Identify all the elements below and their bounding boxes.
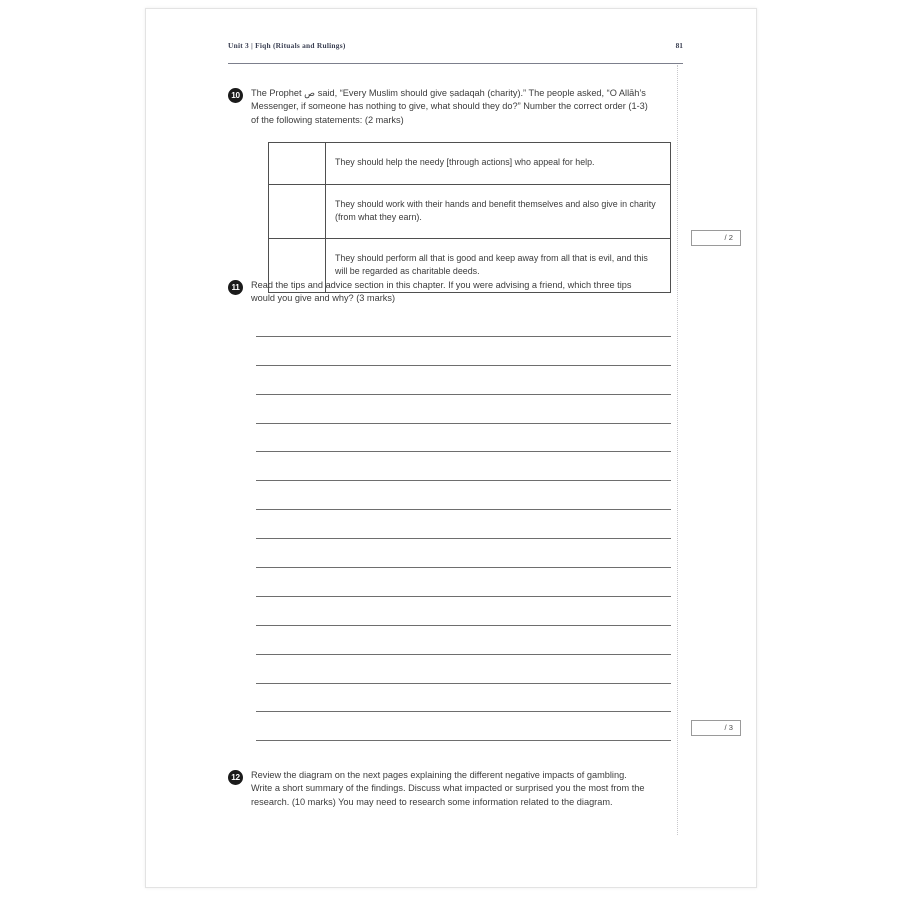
table-row [269,185,671,239]
answer-line[interactable] [256,655,671,684]
answer-line[interactable] [256,684,671,713]
answer-line[interactable] [256,308,671,337]
question-12-number: 12 [228,770,243,785]
header-page-number: 81 [675,41,683,50]
running-header [228,41,683,50]
answer-line[interactable] [256,626,671,655]
answer-line[interactable] [256,539,671,568]
question-12-text: Review the diagram on the next pages explaining the different negative impacts of gambling. Write a short summary of the findings. Discuss what impacted or surprised you the most from the research. (10 marks) You may need to research some information related to the diagram. [251,770,645,807]
answer-line[interactable] [256,597,671,626]
question-11 [228,279,648,306]
question-11-number: 11 [228,280,243,295]
answer-line[interactable] [256,568,671,597]
marking-margin-divider [677,65,678,835]
order-answer-cell-2[interactable] [269,185,326,239]
answer-line[interactable] [256,424,671,453]
table-row [269,143,671,185]
answer-line[interactable] [256,510,671,539]
worksheet-page [145,8,757,888]
question-12 [228,769,648,809]
answer-line[interactable] [256,395,671,424]
mark-box-question-11[interactable]: / 3 [691,720,741,736]
order-statement-3: They should perform all that is good and keep away from all that is evil, and this will be regarded as charitable deeds. [326,239,671,293]
ordering-table [268,142,671,293]
order-statement-2: They should work with their hands and benefit themselves and also give in charity (from what they earn). [326,185,671,239]
order-answer-cell-1[interactable] [269,143,326,185]
header-rule [228,63,683,64]
answer-line[interactable] [256,366,671,395]
answer-line[interactable] [256,712,671,741]
answer-line[interactable] [256,481,671,510]
answer-lines-area[interactable] [256,308,671,741]
question-10 [228,87,648,127]
header-unit-title: Unit 3 | Fiqh (Rituals and Rulings) [228,41,346,50]
order-statement-1: They should help the needy [through actions] who appeal for help. [326,143,671,185]
question-11-text: Read the tips and advice section in this chapter. If you were advising a friend, which three tips would you give and why? (3 marks) [251,280,632,304]
answer-line[interactable] [256,452,671,481]
question-10-text: The Prophet ص said, “Every Muslim should give ṣadaqah (charity).” The people asked, “O Allāh’s Messenger, if someone has nothing to give, what should they do?” Number the correct order (1-3) of the following statements: (2 marks) [251,88,648,125]
question-10-number: 10 [228,88,243,103]
answer-line[interactable] [256,337,671,366]
mark-box-question-10[interactable]: / 2 [691,230,741,246]
